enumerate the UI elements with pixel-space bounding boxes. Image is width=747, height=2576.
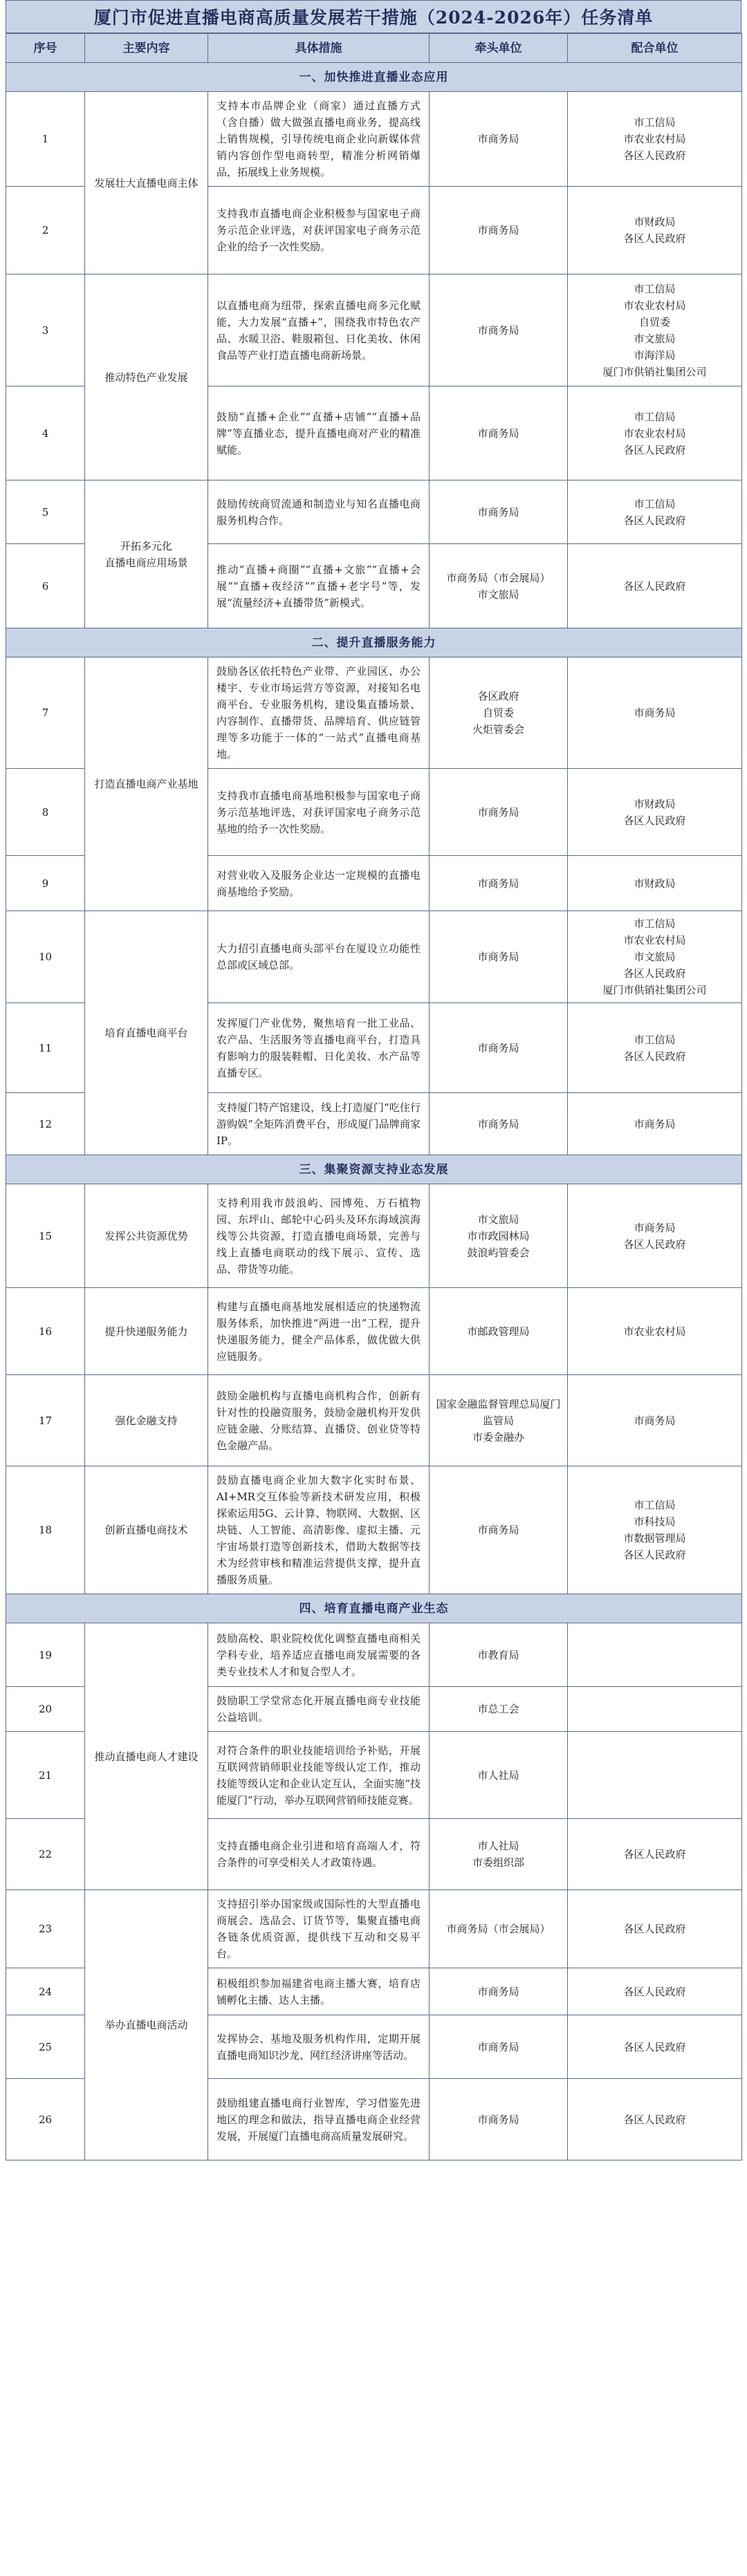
row-number: 20 — [6, 1687, 85, 1732]
lead-unit-cell: 市商务局 — [430, 480, 568, 544]
measure-cell: 鼓励高校、职业院校优化调整直播电商相关学科专业，培养适应直播电商发展需要的各类专业技术人才和复合型人才。 — [208, 1623, 430, 1687]
measure-cell: 对符合条件的职业技能培训给予补贴，开展互联网营销师职业技能等级认定工作，推动技能等级认定和企业认定互认，全面实施“技能厦门”行动，举办互联网营销师技能竞赛。 — [208, 1732, 430, 1819]
section-label: 三、集聚资源支持业态发展 — [6, 1155, 742, 1184]
main-content-cell: 推动特色产业发展 — [85, 274, 208, 480]
measure-cell: 大力招引直播电商头部平台在厦设立功能性总部或区域总部。 — [208, 911, 430, 1003]
lead-unit-cell: 市商务局 — [430, 911, 568, 1003]
measure-cell: 鼓励组建直播电商行业智库，学习借鉴先进地区的理念和做法，指导直播电商企业经营发展，开展厦门直播电商高质量发展研究。 — [208, 2079, 430, 2160]
main-content-cell: 发展壮大直播电商主体 — [85, 92, 208, 274]
lead-unit-cell: 市文旅局 市市政园林局 鼓浪屿管委会 — [430, 1184, 568, 1288]
header-content: 主要内容 — [85, 34, 208, 63]
row-number: 23 — [6, 1890, 85, 1968]
table-row — [6, 274, 742, 386]
lead-unit-cell: 市邮政管理局 — [430, 1288, 568, 1375]
coop-unit-cell — [568, 1687, 742, 1732]
section-label: 一、加快推进直播业态应用 — [6, 63, 742, 92]
section-label: 二、提升直播服务能力 — [6, 628, 742, 657]
row-number: 7 — [6, 657, 85, 769]
row-number: 6 — [6, 544, 85, 628]
section-row — [6, 63, 742, 92]
row-number: 25 — [6, 2015, 85, 2079]
row-number: 10 — [6, 911, 85, 1003]
table-row — [6, 1288, 742, 1375]
main-content-cell: 开拓多元化 直播电商应用场景 — [85, 480, 208, 628]
row-number: 26 — [6, 2079, 85, 2160]
coop-unit-cell: 市商务局 — [568, 1093, 742, 1155]
table-row — [6, 1890, 742, 1968]
lead-unit-cell: 市总工会 — [430, 1687, 568, 1732]
header-row — [6, 34, 742, 63]
coop-unit-cell: 市财政局 各区人民政府 — [568, 187, 742, 274]
header-measure: 具体措施 — [208, 34, 430, 63]
measure-cell: 鼓励直播电商企业加大数字化实时布景、AI+MR交互体验等新技术研发应用，积极探索运用5G、云计算、物联网、大数据、区块链、人工智能、高清影像、虚拟主播、元宇宙场景打造等创新技术，借助大数据等技术为经营审核和精准运营提供支撑，提升直播服务质量。 — [208, 1466, 430, 1594]
coop-unit-cell: 市财政局 — [568, 856, 742, 911]
row-number: 19 — [6, 1623, 85, 1687]
row-number: 3 — [6, 274, 85, 386]
lead-unit-cell: 市商务局 — [430, 1968, 568, 2015]
section-label: 四、培育直播电商产业生态 — [6, 1594, 742, 1623]
row-number: 24 — [6, 1968, 85, 2015]
coop-unit-cell: 各区人民政府 — [568, 1890, 742, 1968]
lead-unit-cell: 市商务局 — [430, 187, 568, 274]
measure-cell: 发挥协会、基地及服务机构作用，定期开展直播电商知识沙龙、网红经济讲座等活动。 — [208, 2015, 430, 2079]
measure-cell: 构建与直播电商基地发展相适应的快递物流服务体系，加快推进“两进一出”工程，提升快递服务能力，健全产品体系，做优做大供应链服务。 — [208, 1288, 430, 1375]
lead-unit-cell: 市商务局 — [430, 386, 568, 480]
table-row — [6, 657, 742, 769]
section-row — [6, 1155, 742, 1184]
lead-unit-cell: 市人社局 — [430, 1732, 568, 1819]
coop-unit-cell: 各区人民政府 — [568, 2079, 742, 2160]
row-number: 21 — [6, 1732, 85, 1819]
header-no: 序号 — [6, 34, 85, 63]
coop-unit-cell: 各区人民政府 — [568, 544, 742, 628]
row-number: 1 — [6, 92, 85, 187]
table-row — [6, 1623, 742, 1687]
coop-unit-cell: 各区人民政府 — [568, 1819, 742, 1890]
main-content-cell: 培育直播电商平台 — [85, 911, 208, 1155]
header-lead: 牵头单位 — [430, 34, 568, 63]
measure-cell: 支持厦门特产馆建设，线上打造厦门“吃住行游购娱”全矩阵消费平台，形成厦门品牌商家IP。 — [208, 1093, 430, 1155]
measure-cell: 积极组织参加福建省电商主播大赛，培育店铺孵化主播、达人主播。 — [208, 1968, 430, 2015]
measure-cell: 支持我市直播电商基地积极参与国家电子商务示范基地评选，对获评国家电子商务示范基地的给予一次性奖励。 — [208, 769, 430, 856]
coop-unit-cell — [568, 1732, 742, 1819]
coop-unit-cell: 市工信局 市农业农村局 市文旅局 各区人民政府 厦门市供销社集团公司 — [568, 911, 742, 1003]
lead-unit-cell: 市商务局 — [430, 274, 568, 386]
main-content-cell: 推动直播电商人才建设 — [85, 1623, 208, 1890]
row-number: 9 — [6, 856, 85, 911]
coop-unit-cell: 各区人民政府 — [568, 2015, 742, 2079]
measure-cell: 鼓励金融机构与直播电商机构合作，创新有针对性的投融资服务，鼓励金融机构开发供应链金融、分账结算、直播贷、创业贷等特色金融产品。 — [208, 1375, 430, 1466]
table-body — [6, 63, 742, 2160]
section-row — [6, 1594, 742, 1623]
main-content-cell: 打造直播电商产业基地 — [85, 657, 208, 911]
measure-cell: 支持利用我市鼓浪屿、园博苑、万石植物园、东坪山、邮轮中心码头及环东海域滨海线等公共资源，打造直播电商场景，完善与线上直播电商联动的线下展示、宣传、选品、带货等功能。 — [208, 1184, 430, 1288]
measure-cell: 鼓励职工学堂常态化开展直播电商专业技能公益培训。 — [208, 1687, 430, 1732]
coop-unit-cell: 市商务局 — [568, 1375, 742, 1466]
main-content-cell: 提升快递服务能力 — [85, 1288, 208, 1375]
table-row — [6, 1466, 742, 1594]
section-row — [6, 628, 742, 657]
row-number: 11 — [6, 1003, 85, 1093]
page-title: 厦门市促进直播电商高质量发展若干措施（2024-2026年）任务清单 — [6, 0, 741, 33]
coop-unit-cell: 市工信局 市科技局 市数据管理局 各区人民政府 — [568, 1466, 742, 1594]
coop-unit-cell: 市工信局 市农业农村局 自贸委 市文旅局 市海洋局 厦门市供销社集团公司 — [568, 274, 742, 386]
coop-unit-cell: 市工信局 市农业农村局 各区人民政府 — [568, 386, 742, 480]
row-number: 17 — [6, 1375, 85, 1466]
measure-cell: 鼓励“直播+企业”“直播+店铺”“直播+品牌”等直播业态，提升直播电商对产业的精准赋能。 — [208, 386, 430, 480]
lead-unit-cell: 市商务局（市会展局） 市文旅局 — [430, 544, 568, 628]
measure-cell: 鼓励传统商贸流通和制造业与知名直播电商服务机构合作。 — [208, 480, 430, 544]
measure-cell: 支持直播电商企业引进和培育高端人才，符合条件的可享受相关人才政策待遇。 — [208, 1819, 430, 1890]
row-number: 12 — [6, 1093, 85, 1155]
lead-unit-cell: 市商务局 — [430, 1466, 568, 1594]
main-content-cell: 强化金融支持 — [85, 1375, 208, 1466]
coop-unit-cell — [568, 1623, 742, 1687]
measure-cell: 对营业收入及服务企业达一定规模的直播电商基地给予奖励。 — [208, 856, 430, 911]
table-row — [6, 911, 742, 1003]
measure-cell: 支持我市直播电商企业积极参与国家电子商务示范企业评选，对获评国家电子商务示范企业的给予一次性奖励。 — [208, 187, 430, 274]
row-number: 18 — [6, 1466, 85, 1594]
main-content-cell: 发挥公共资源优势 — [85, 1184, 208, 1288]
measure-cell: 发挥厦门产业优势，聚焦培育一批工业品、农产品、生活服务等直播电商平台，打造具有影响力的服装鞋帽、日化美妆、水产品等直播专区。 — [208, 1003, 430, 1093]
row-number: 16 — [6, 1288, 85, 1375]
lead-unit-cell: 市教育局 — [430, 1623, 568, 1687]
lead-unit-cell: 市商务局（市会展局） — [430, 1890, 568, 1968]
lead-unit-cell: 市商务局 — [430, 1093, 568, 1155]
coop-unit-cell: 市商务局 — [568, 657, 742, 769]
table-header — [6, 34, 742, 63]
table-row — [6, 92, 742, 187]
coop-unit-cell: 市工信局 市农业农村局 各区人民政府 — [568, 92, 742, 187]
main-content-cell: 举办直播电商活动 — [85, 1890, 208, 2160]
lead-unit-cell: 市商务局 — [430, 1003, 568, 1093]
lead-unit-cell: 市商务局 — [430, 2079, 568, 2160]
lead-unit-cell: 市人社局 市委组织部 — [430, 1819, 568, 1890]
coop-unit-cell: 市农业农村局 — [568, 1288, 742, 1375]
coop-unit-cell: 市商务局 各区人民政府 — [568, 1184, 742, 1288]
row-number: 4 — [6, 386, 85, 480]
measure-cell: 支持本市品牌企业（商家）通过直播方式（含自播）做大做强直播电商业务，提高线上销售规模，引导传统电商企业向新媒体营销内容创作型电商转型，精准分析网销爆品，拓展线上业务规模。 — [208, 92, 430, 187]
lead-unit-cell: 市商务局 — [430, 2015, 568, 2079]
measure-cell: 支持招引举办国家级或国际性的大型直播电商展会、选品会、订货节等，集聚直播电商各链条优质资源，提供线下互动和交易平台。 — [208, 1890, 430, 1968]
coop-unit-cell: 市工信局 各区人民政府 — [568, 480, 742, 544]
coop-unit-cell: 各区人民政府 — [568, 1968, 742, 2015]
measure-cell: 以直播电商为纽带，探索直播电商多元化赋能，大力发展“直播+”，围绕我市特色农产品、水暖卫浴、鞋服箱包、日化美妆、休闲食品等产业打造直播电商新场景。 — [208, 274, 430, 386]
row-number: 2 — [6, 187, 85, 274]
row-number: 5 — [6, 480, 85, 544]
lead-unit-cell: 市商务局 — [430, 92, 568, 187]
row-number: 8 — [6, 769, 85, 856]
header-coop: 配合单位 — [568, 34, 742, 63]
table-row — [6, 480, 742, 544]
measure-cell: 鼓励各区依托特色产业带、产业园区、办公楼宇、专业市场运营方等资源，对接知名电商平台、专业服务机构，建设集直播场景、内容制作、直播带货、品牌培育、供应链管理等多功能于一体的“一站式”直播电商基地。 — [208, 657, 430, 769]
lead-unit-cell: 各区政府 自贸委 火炬管委会 — [430, 657, 568, 769]
coop-unit-cell: 市工信局 各区人民政府 — [568, 1003, 742, 1093]
task-table — [6, 33, 742, 2160]
lead-unit-cell: 市商务局 — [430, 856, 568, 911]
coop-unit-cell: 市财政局 各区人民政府 — [568, 769, 742, 856]
main-content-cell: 创新直播电商技术 — [85, 1466, 208, 1594]
lead-unit-cell: 市商务局 — [430, 769, 568, 856]
table-row — [6, 1375, 742, 1466]
row-number: 22 — [6, 1819, 85, 1890]
lead-unit-cell: 国家金融监督管理总局厦门监管局 市委金融办 — [430, 1375, 568, 1466]
row-number: 15 — [6, 1184, 85, 1288]
table-row — [6, 1184, 742, 1288]
measure-cell: 推动“直播+商圈”“直播+文旅”“直播+会展”“直播+夜经济”“直播+老字号”等，发展“流量经济+直播带货”新模式。 — [208, 544, 430, 628]
